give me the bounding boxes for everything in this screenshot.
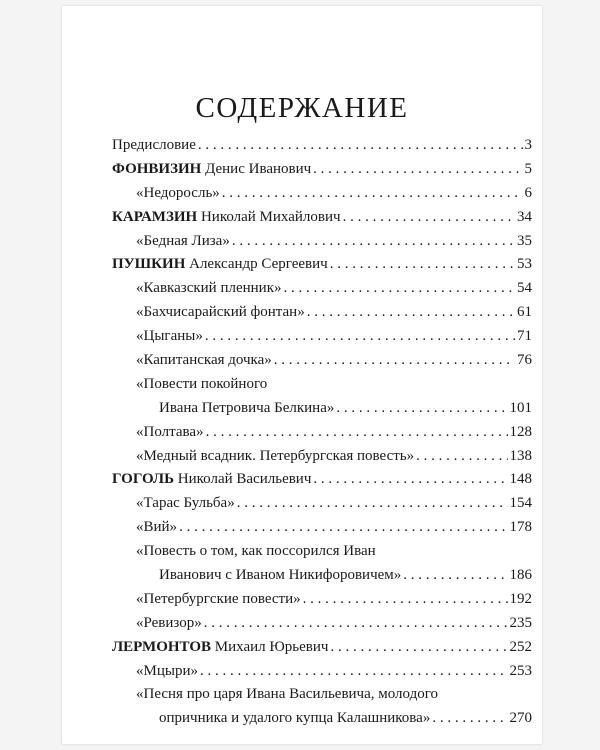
toc-entry — [112, 349, 532, 373]
dot-leader — [283, 277, 515, 301]
dot-leader — [330, 253, 515, 277]
page-title: СОДЕРЖАНИЕ — [195, 92, 409, 124]
toc-entry — [112, 445, 532, 469]
dot-leader — [336, 397, 507, 421]
toc-entry-title: Ивана Петровича Белкина» — [159, 399, 335, 416]
toc-page-number: 71 — [517, 328, 532, 345]
dot-leader — [200, 660, 508, 684]
toc-page-number: 34 — [517, 208, 532, 225]
toc-page-number: 101 — [509, 399, 532, 416]
toc-author-entry — [112, 468, 532, 492]
toc-page-number: 5 — [524, 160, 532, 177]
toc-entry-title: «Ревизор» — [136, 614, 202, 631]
toc-page-number: 3 — [524, 137, 532, 153]
toc-author-entry — [112, 206, 532, 230]
toc-entry-title: Иванович с Иваном Никифоровичем» — [159, 567, 402, 584]
toc-author-given-names: Денис Иванович — [201, 160, 312, 177]
dot-leader — [330, 636, 507, 660]
toc-entry — [112, 492, 532, 516]
toc-page-number: 270 — [509, 710, 532, 727]
toc-page-number: 76 — [517, 352, 532, 369]
toc-entry-title: «Повесть о том, как поссорился Иван — [136, 543, 376, 560]
toc-entry-title: «Тарас Бульба» — [136, 495, 235, 512]
toc-page-number: 54 — [517, 280, 532, 297]
toc-entry-title: «Бахчисарайский фонтан» — [136, 304, 305, 321]
toc-entry — [112, 540, 532, 564]
toc-page-number: 178 — [509, 519, 532, 536]
toc-page-number: 138 — [509, 447, 532, 464]
toc-entry-title: «Полтава» — [136, 423, 204, 440]
toc-entry-title: «Бедная Лиза» — [136, 232, 230, 249]
toc-author-given-names: Александр Сергеевич — [185, 256, 328, 273]
toc-author-given-names: Михаил Юрьевич — [211, 638, 329, 655]
toc-entry-title: Предисловие — [112, 137, 196, 153]
toc-author-surname: ФОНВИЗИН — [112, 160, 202, 177]
dot-leader — [274, 349, 515, 373]
toc-page-number: 186 — [509, 567, 532, 584]
toc-entry — [112, 373, 532, 397]
toc-author-surname: ГОГОЛЬ — [112, 471, 175, 488]
toc-entry-title: «Мцыри» — [136, 662, 198, 679]
dot-leader — [237, 492, 508, 516]
toc-entry — [112, 421, 532, 445]
toc-author-surname: ЛЕРМОНТОВ — [112, 638, 212, 655]
dot-leader — [432, 707, 507, 731]
dot-leader — [179, 516, 507, 540]
toc-author-given-names: Николай Васильевич — [174, 471, 312, 488]
toc-entry — [112, 612, 532, 636]
toc-entry — [112, 397, 532, 421]
toc-entry-title — [112, 206, 341, 230]
toc-entry-title: «Медный всадник. Петербургская повесть» — [136, 447, 415, 464]
toc-entry-title: «Повести покойного — [136, 375, 268, 392]
toc-entry — [112, 683, 532, 707]
dot-leader — [343, 206, 515, 230]
table-of-contents — [112, 134, 532, 731]
toc-page-number: 192 — [509, 590, 532, 607]
toc-entry — [112, 325, 532, 349]
dot-leader — [198, 134, 523, 158]
toc-entry — [112, 277, 532, 301]
toc-author-given-names: Николай Михайлович — [197, 208, 341, 225]
toc-page-number: 252 — [509, 638, 532, 655]
toc-page-number: 235 — [509, 614, 532, 631]
dot-leader — [403, 564, 507, 588]
toc-page-number: 148 — [509, 471, 532, 488]
dot-leader — [416, 445, 507, 469]
dot-leader — [313, 158, 522, 182]
toc-entry-title — [112, 468, 311, 492]
dot-leader — [313, 468, 507, 492]
toc-entry-title — [112, 636, 328, 660]
toc-entry-title: «Вий» — [136, 519, 178, 536]
toc-entry — [112, 588, 532, 612]
toc-entry-title: «Песня про царя Ивана Васильевича, молодого — [136, 686, 439, 703]
toc-entry — [112, 301, 532, 325]
toc-entry — [112, 182, 532, 206]
toc-entry — [112, 564, 532, 588]
toc-page-number: 6 — [524, 184, 532, 201]
toc-entry — [112, 707, 532, 731]
toc-author-entry — [112, 158, 532, 182]
dot-leader — [204, 612, 508, 636]
dot-leader — [307, 301, 515, 325]
dot-leader — [232, 230, 515, 254]
dot-leader — [205, 325, 515, 349]
toc-entry — [112, 660, 532, 684]
toc-entry-title: «Недоросль» — [136, 184, 220, 201]
dot-leader — [303, 588, 508, 612]
toc-page-number: 253 — [509, 662, 532, 679]
book-page — [62, 6, 542, 744]
toc-page-number: 35 — [517, 232, 532, 249]
toc-entry-title: «Капитанская дочка» — [136, 352, 272, 369]
toc-entry-title: «Петербургские повести» — [136, 590, 301, 607]
dot-leader — [206, 421, 508, 445]
toc-entry-title: «Цыганы» — [136, 328, 203, 345]
toc-entry-title: «Кавказский пленник» — [136, 280, 282, 297]
toc-author-surname: ПУШКИН — [112, 256, 186, 273]
toc-entry — [112, 230, 532, 254]
toc-entry — [112, 516, 532, 540]
toc-page-number: 61 — [517, 304, 532, 321]
toc-author-entry — [112, 253, 532, 277]
toc-page-number: 154 — [509, 495, 532, 512]
toc-entry-title — [112, 158, 311, 182]
toc-entry-title: опричника и удалого купца Калашникова» — [159, 710, 431, 727]
toc-author-entry — [112, 636, 532, 660]
toc-entry-title — [112, 253, 328, 277]
toc-author-surname: КАРАМЗИН — [112, 208, 198, 225]
toc-page-number: 128 — [509, 423, 532, 440]
toc-page-number: 53 — [517, 256, 532, 273]
toc-entry — [112, 134, 532, 158]
dot-leader — [222, 182, 523, 206]
